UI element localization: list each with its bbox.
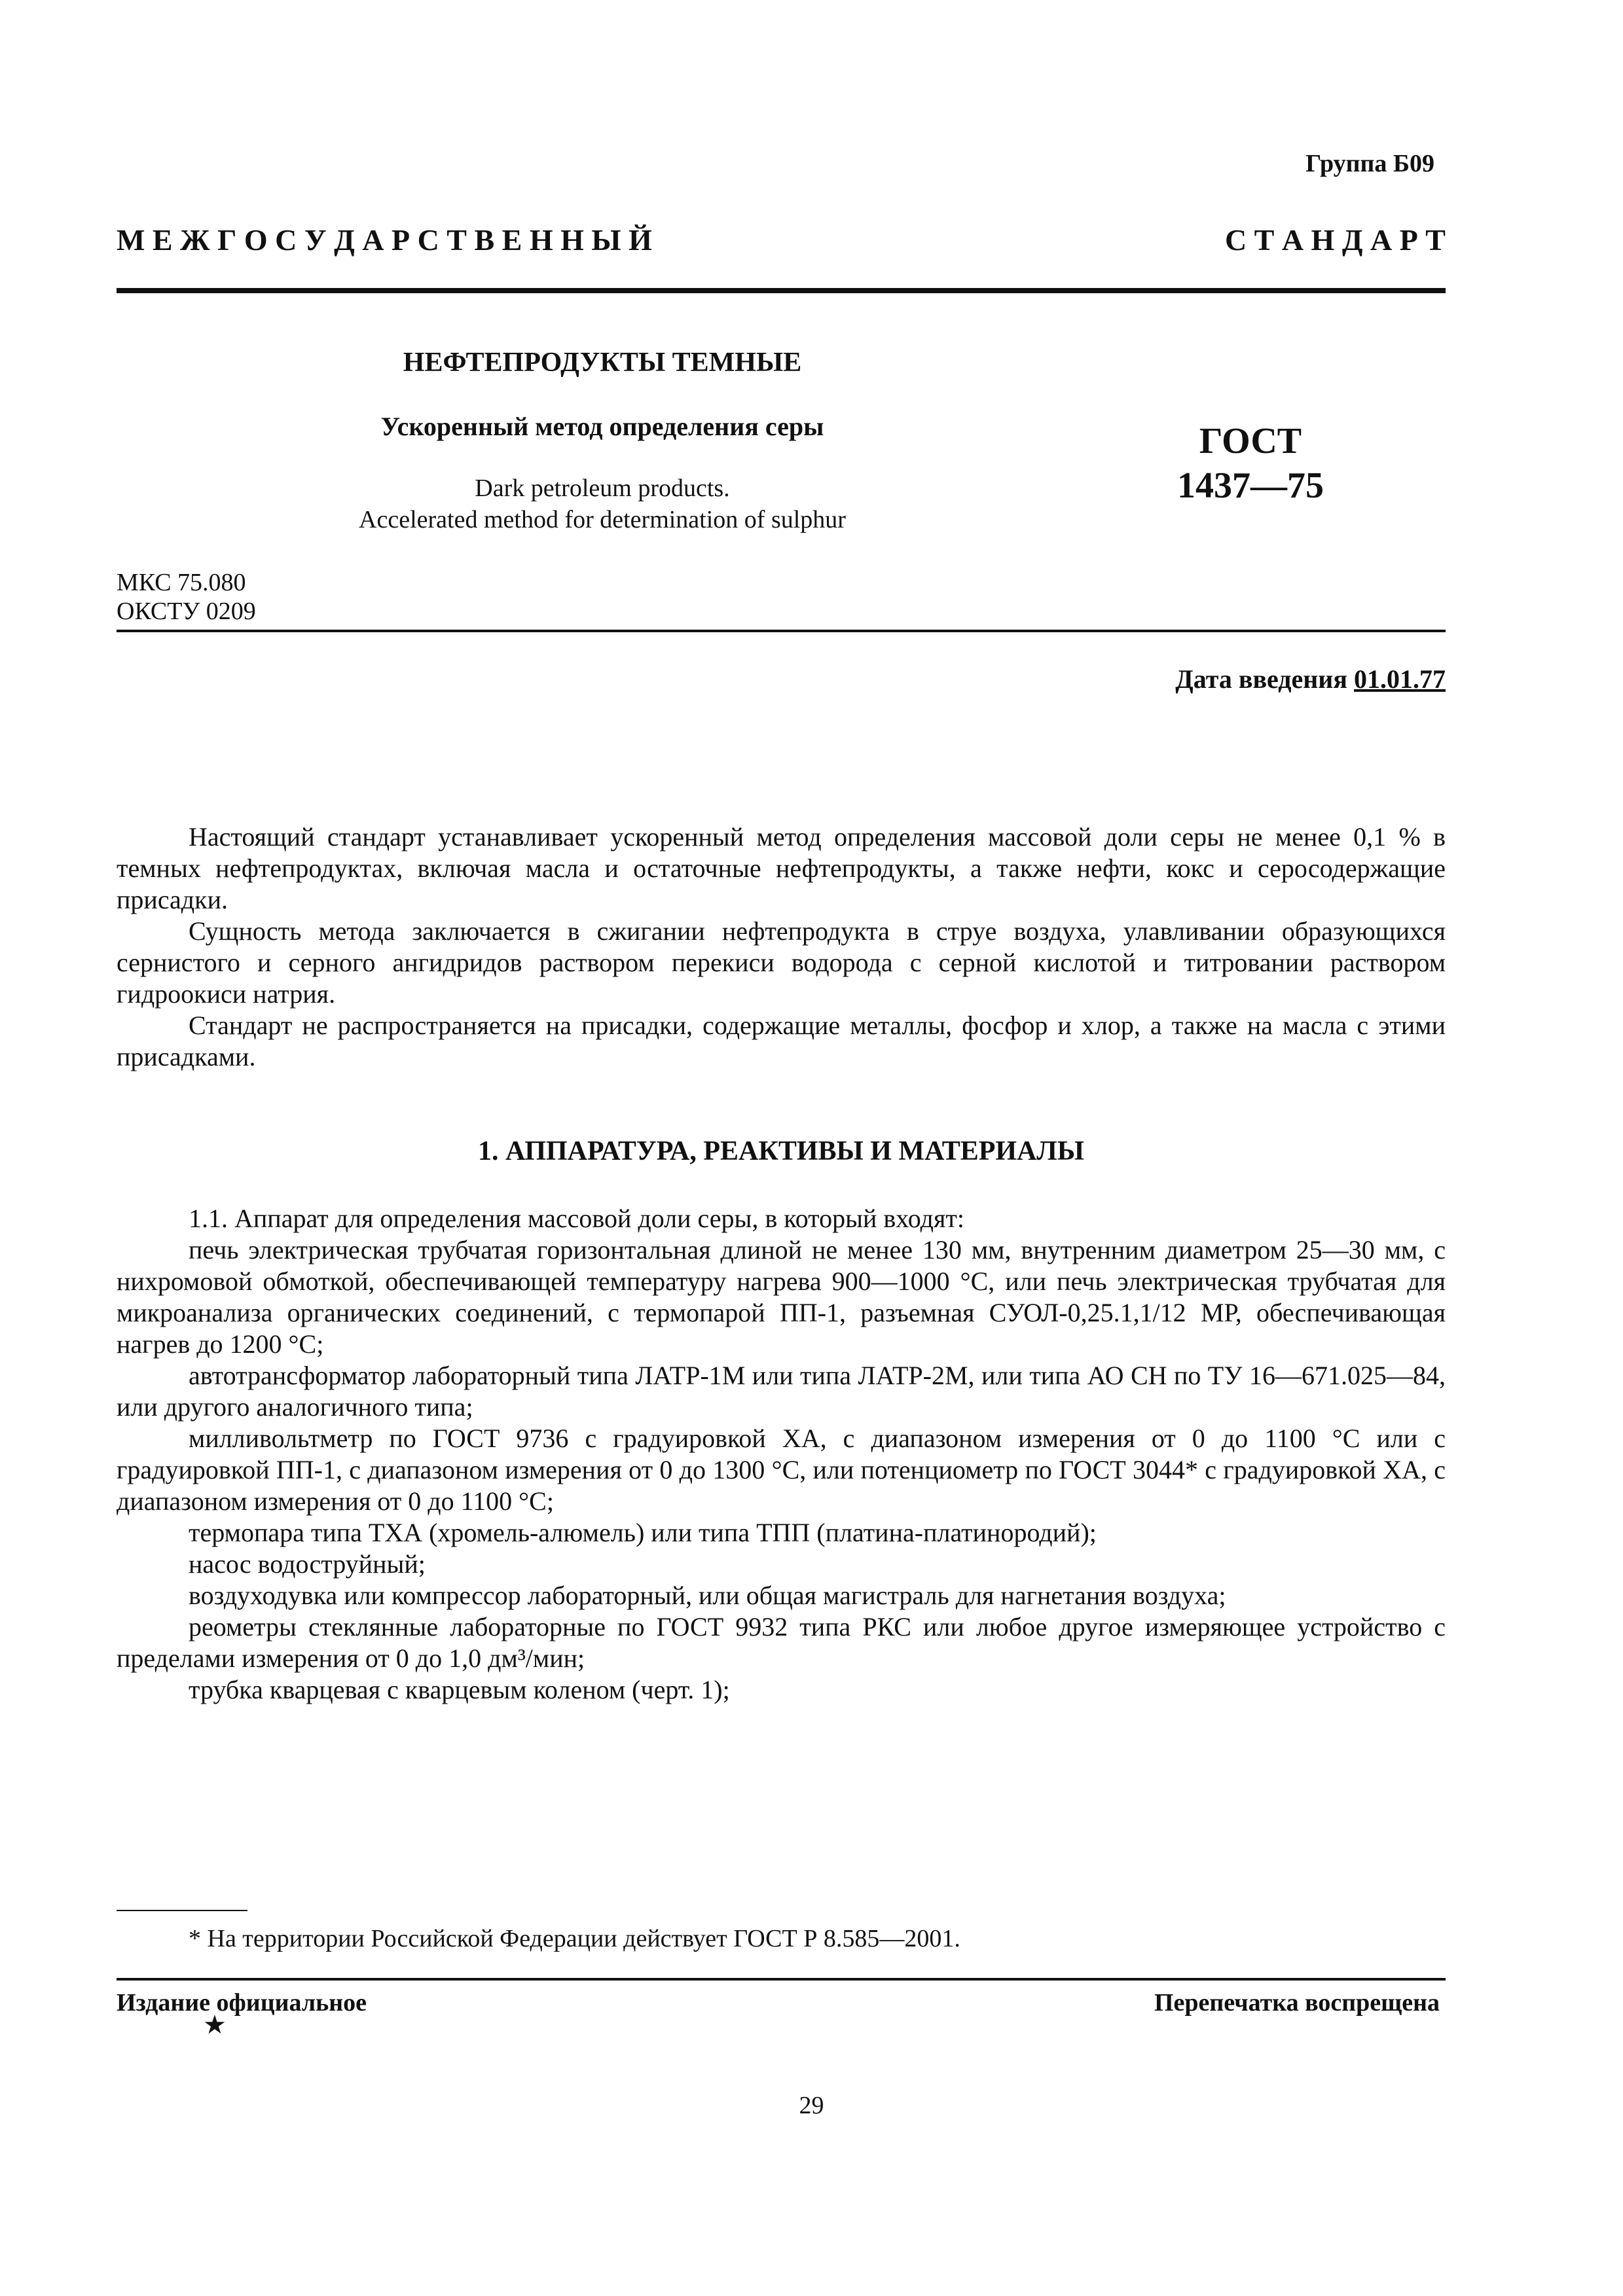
introduction [117, 821, 1446, 1073]
document-title: НЕФТЕПРОДУКТЫ ТЕМНЫЕ [403, 348, 802, 378]
list-item: автотрансформатор лабораторный типа ЛАТР-1М или типа ЛАТР-2М, или типа АО СН по ТУ 16—671.025—84, или другого аналогичного типа; [117, 1361, 1446, 1422]
banner-right-text: С Т А Н Д А Р Т [1224, 223, 1446, 257]
gost-number: 1437—75 [1177, 465, 1324, 506]
gost-designation [1165, 419, 1336, 508]
standard-banner [117, 223, 1446, 257]
page-number: 29 [799, 2092, 824, 2119]
footer-rule [117, 1978, 1446, 1981]
intro-paragraph: Сущность метода заключается в сжигании нефтепродукта в струе воздуха, улавливании образующихся сернистого и серного ангидридов раствором перекиси водорода с серной кислотой и титровании раствором гидроокиси натрия. [117, 916, 1446, 1009]
group-code: Группа Б09 [1305, 150, 1434, 177]
mks-code: МКС 75.080 [117, 569, 246, 596]
okstu-code: ОКСТУ 0209 [117, 598, 256, 625]
official-edition-label: Издание официальное [117, 1989, 367, 2017]
section-1-title: 1. АППАРАТУРА, РЕАКТИВЫ И МАТЕРИАЛЫ [478, 1136, 1084, 1166]
intro-paragraph: Стандарт не распространяется на присадки, содержащие металлы, фосфор и хлор, а также на масла с этими присадками. [117, 1011, 1446, 1071]
star-icon: ★ [203, 2010, 227, 2039]
list-item: трубка кварцевая с кварцевым коленом (черт. 1); [189, 1675, 730, 1704]
reprint-notice: Перепечатка воспрещена [1154, 1989, 1440, 2017]
english-title [301, 473, 903, 535]
classification-codes [117, 568, 256, 626]
list-item: реометры стеклянные лабораторные по ГОСТ 9932 типа РКС или любое другое измеряющее устройство с пределами измерения от 0 до 1,0 дм³/мин; [117, 1612, 1446, 1673]
footnote: * На территории Российской Федерации действует ГОСТ Р 8.585—2001. [189, 1925, 960, 1952]
effective-date [1175, 664, 1446, 694]
banner-left-text: М Е Ж Г О С У Д А Р С Т В Е Н Н Ы Й [117, 223, 652, 257]
header-rule [117, 288, 1446, 293]
list-item: термопара типа ТХА (хромель-алюмель) или типа ТПП (платина-платинородий); [189, 1518, 1097, 1547]
list-item: насос водоструйный; [189, 1549, 426, 1579]
codes-rule [117, 630, 1446, 632]
english-title-line-1: Dark petroleum products. [475, 475, 730, 502]
list-item: воздуходувка или компрессор лабораторный, или общая магистраль для нагнетания воздуха; [189, 1581, 1226, 1610]
list-item: печь электрическая трубчатая горизонтальная длиной не менее 130 мм, внутренним диаметром 25—30 мм, с нихромовой обмоткой, обеспечивающей температуру нагрева 900—1000 °С, или печь электрическая трубчатая для микроанализа органических соединений, с термопарой ПП-1, разъемная СУОЛ-0,25.1,1/12 МР, обеспечивающая нагрев до 1200 °С; [117, 1235, 1446, 1359]
intro-paragraph: Настоящий стандарт устанавливает ускоренный метод определения массовой доли серы не менее 0,1 % в темных нефтепродуктах, включая масла и остаточные нефтепродукты, а также нефти, кокс и серосодержащие присадки. [117, 822, 1446, 914]
effective-date-value: 01.01.77 [1354, 664, 1446, 694]
list-item: милливольтметр по ГОСТ 9736 с градуировкой ХА, с диапазоном измерения от 0 до 1100 °С или с градуировкой ПП-1, с диапазоном измерения от 0 до 1300 °С, или потенциометр по ГОСТ 3044* с градуировкой ХА, с диапазоном измерения от 0 до 1100 °С; [117, 1424, 1446, 1516]
document-subtitle: Ускоренный метод определения серы [380, 412, 824, 441]
list-item: 1.1. Аппарат для определения массовой доли серы, в который входят: [189, 1204, 964, 1233]
effective-date-label: Дата введения [1175, 664, 1347, 694]
gost-label: ГОСТ [1199, 421, 1302, 461]
footnote-rule [117, 1910, 247, 1911]
english-title-line-2: Accelerated method for determination of sulphur [359, 506, 846, 533]
section-1-list [117, 1203, 1446, 1706]
